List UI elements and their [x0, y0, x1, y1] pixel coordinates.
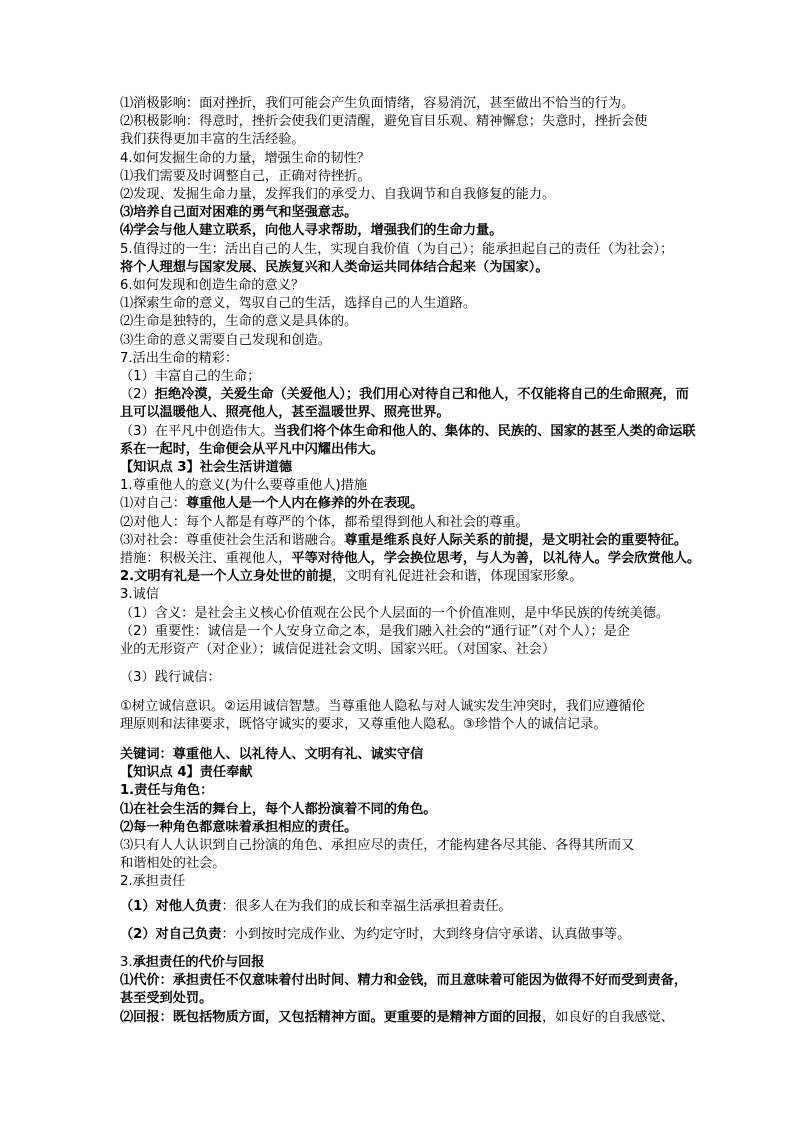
text-span: ⑴对自己：	[120, 496, 186, 512]
text-line: （3）践行诚信：	[120, 670, 221, 686]
section-number: 【知识点 4】	[120, 765, 200, 781]
bold-point: ⑶培养自己面对困难的勇气和坚强意志。	[120, 205, 358, 221]
bold-point: 且可以温暖他人、照亮他人，甚至温暖世界、照亮世界。	[120, 405, 450, 421]
text-span: ，如良好的自我感觉、	[542, 1009, 674, 1025]
question-heading: 7.活出生命的精彩：	[120, 350, 239, 366]
bold-point: 拒绝冷漠，关爱生命（关爱他人）；我们用心对待自己和他人，不仅能将自己的生命照亮，而	[154, 387, 689, 403]
question-heading: 2.承担责任	[120, 874, 186, 890]
text-line: ①树立诚信意识。②运用诚信智慧。当尊重他人隐私与对人诚实发生冲突时，我们应遵循伦	[120, 698, 645, 714]
text-line: ⑵对他人：每个人都是有尊严的个体，都希望得到他人和社会的尊重。	[120, 514, 529, 530]
text-line	[120, 1009, 740, 1027]
bold-point: 将个人理想与国家发展、民族复兴和人类命运共同体结合起来（为国家）。	[120, 259, 549, 275]
text-line: 我们获得更加丰富的生活经验。	[120, 132, 305, 148]
question-heading: 1.尊重他人的意义(为什么要尊重他人)措施	[120, 478, 368, 494]
text-line: ⑵发现、发掘生命力量，发挥我们的承受力、自我调节和自我修复的能力。	[120, 187, 556, 203]
question-heading: 6.如何发现和创造生命的意义？	[120, 278, 305, 294]
bold-point: 承担责任的代价与回报	[132, 954, 265, 970]
question-heading	[120, 954, 740, 972]
bold-point: ⑴在社会生活的舞台上，每个人都扮演着不同的角色。	[120, 801, 437, 817]
text-line: ⑴我们需要及时调整自己，正确对待挫折。	[120, 168, 371, 184]
text-line	[120, 386, 740, 404]
text-line: 业的无形资产（对企业）；诚信促进社会文明、国家兴旺。（对国家、社会）	[120, 642, 556, 658]
text-line	[120, 550, 740, 568]
document-body	[120, 95, 740, 1027]
text-line	[120, 495, 740, 513]
item-number: 3.	[120, 954, 133, 970]
text-span: （3）在平凡中创造伟大。	[120, 423, 274, 439]
text-line: ⑶只有人人认识到自己扮演的角色、承担应尽的责任，才能构建各尽其能、各得其所而又	[120, 837, 635, 853]
text-line	[120, 532, 740, 550]
text-line: （1）含义：是社会主义核心价值观在公民个人层面的一个价值准则，是中华民族的传统美德。	[120, 605, 670, 621]
text-span: ，文明有礼促进社会和谐，体现国家形象。	[332, 569, 583, 585]
text-line	[120, 568, 740, 586]
text-line	[120, 898, 740, 916]
bold-point: ⑵每一种角色都意味着承担相应的责任。	[120, 819, 358, 835]
question-heading: 1.责任与角色：	[120, 783, 214, 799]
bold-point: ⑷学会与他人建立联系，向他人寻求帮助，增强我们的生命力量。	[120, 223, 503, 239]
bold-point: ⑴代价：承担责任不仅意味着付出时间、精力和金钱，而且意味着可能因为做得不好而受到责备，	[120, 973, 688, 989]
section-heading	[120, 764, 740, 782]
text-line: ⑴探索生命的意义，驾驭自己的生活，选择自己的人生道路。	[120, 296, 477, 312]
question-heading: 4.如何发掘生命的力量，增强生命的韧性？	[120, 150, 370, 166]
bold-point: 尊重是维系良好人际关系的前提，是文明社会的重要特征。	[344, 532, 688, 548]
bold-point: 尊重他人是一个人内在修养的外在表现。	[185, 496, 424, 512]
bold-point: （1）对他人负责	[120, 898, 222, 914]
text-line	[120, 926, 740, 944]
bold-point: 2.文明有礼是一个人立身处世的前提	[120, 569, 332, 585]
text-line: （2）重要性：诚信是一个人安身立命之本，是我们融入社会的“通行证”（对个人）；是企	[120, 623, 630, 639]
text-line: ⑶生命的意义需要自己发现和创造。	[120, 332, 331, 348]
keywords-line: 关键词：尊重他人、以礼待人、文明有礼、诚实守信	[120, 746, 424, 762]
section-title: 社会生活讲道德	[199, 460, 293, 476]
text-span: ：小到按时完成作业、为约定守时，大到终身信守承诺、认真做事等。	[221, 926, 631, 942]
section-title: 责任奉献	[199, 765, 253, 781]
text-line	[120, 423, 740, 441]
text-span: 措施：积极关注、重视他人，	[120, 551, 292, 567]
text-span: ⑶对社会：尊重使社会生活和谐融合。	[120, 532, 345, 548]
text-line: ⑵积极影响：得意时，挫折会使我们更清醒，避免盲目乐观、精神懈怠；失意时，挫折会使	[120, 114, 648, 130]
bold-point: 系在一起时，生命便会从平凡中闪耀出伟大。	[120, 441, 384, 457]
section-number: 【知识点 3】	[120, 460, 200, 476]
text-line: 5.值得过的一生：活出自己的人生，实现自我价值（为自己）；能承担起自己的责任（为社会）；	[120, 241, 674, 257]
item-number: （2）	[120, 387, 155, 403]
text-span: ：很多人在为我们的成长和幸福生活承担着责任。	[221, 898, 512, 914]
bold-point: ⑵回报：既包括物质方面，又包括精神方面。更重要的是精神方面的回报	[120, 1009, 542, 1025]
text-line: ⑵生命是独特的，生命的意义是具体的。	[120, 314, 358, 330]
text-line: ⑴消极影响：面对挫折，我们可能会产生负面情绪，容易消沉，甚至做出不恰当的行为。	[120, 96, 635, 111]
question-heading: 3.诚信	[120, 587, 159, 603]
bold-point: 平等对待他人，学会换位思考，与人为善，以礼待人。学会欣赏他人。	[291, 551, 701, 567]
bold-point: 当我们将个体生命和他人的、集体的、民族的、国家的甚至人类的命运联	[273, 423, 696, 439]
bold-point: （2）对自己负责	[120, 926, 222, 942]
bold-point: 甚至受到处罚。	[120, 991, 213, 1007]
text-line: （1）丰富自己的生命；	[120, 369, 261, 385]
section-heading	[120, 459, 740, 477]
text-line: 和谐相处的社会。	[120, 856, 226, 872]
text-line: 理原则和法律要求，既恪守诚实的要求，又尊重他人隐私。③珍惜个人的诚信记录。	[120, 716, 607, 732]
